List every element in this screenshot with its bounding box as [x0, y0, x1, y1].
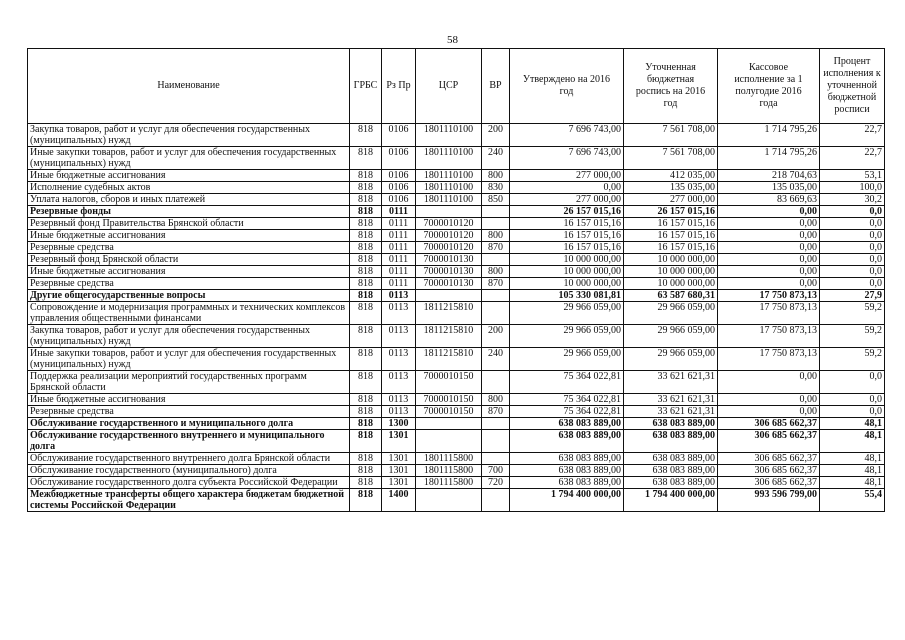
- cell-refined: 638 083 889,00: [624, 453, 718, 465]
- cell-cash: 993 596 799,00: [718, 489, 820, 512]
- cell-csr: 7000010150: [416, 406, 482, 418]
- cell-percent: 48,1: [820, 465, 885, 477]
- cell-csr: 1801110100: [416, 182, 482, 194]
- cell-csr: 1801110100: [416, 147, 482, 170]
- table-row: [28, 218, 885, 230]
- cell-cash: 17 750 873,13: [718, 290, 820, 302]
- cell-percent: 0,0: [820, 394, 885, 406]
- cell-rzpr: 0113: [382, 371, 416, 394]
- table-row: [28, 489, 885, 512]
- cell-rzpr: 0111: [382, 242, 416, 254]
- cell-percent: 30,2: [820, 194, 885, 206]
- cell-name: Резервный фонд Брянской области: [28, 254, 350, 266]
- header-approved: Утверждено на 2016 год: [510, 49, 624, 124]
- cell-refined: 33 621 621,31: [624, 394, 718, 406]
- header-name: Наименование: [28, 49, 350, 124]
- cell-name: Исполнение судебных актов: [28, 182, 350, 194]
- cell-grbs: 818: [350, 489, 382, 512]
- cell-grbs: 818: [350, 371, 382, 394]
- cell-grbs: 818: [350, 418, 382, 430]
- cell-csr: 7000010130: [416, 266, 482, 278]
- cell-approved: 277 000,00: [510, 170, 624, 182]
- cell-rzpr: 1301: [382, 453, 416, 465]
- table-row: [28, 453, 885, 465]
- cell-name: Поддержка реализации мероприятий государственных программ Брянской области: [28, 371, 350, 394]
- cell-vr: 800: [482, 230, 510, 242]
- cell-vr: [482, 430, 510, 453]
- cell-vr: 830: [482, 182, 510, 194]
- cell-rzpr: 1301: [382, 477, 416, 489]
- cell-approved: 638 083 889,00: [510, 430, 624, 453]
- cell-approved: 16 157 015,16: [510, 218, 624, 230]
- cell-name: Закупка товаров, работ и услуг для обеспечения государственных (муниципальных) нужд: [28, 325, 350, 348]
- cell-refined: 10 000 000,00: [624, 254, 718, 266]
- cell-refined: 412 035,00: [624, 170, 718, 182]
- cell-vr: [482, 218, 510, 230]
- header-percent: Процент исполнения к уточненной бюджетной росписи: [820, 49, 885, 124]
- cell-name: Обслуживание государственного внутреннего долга Брянской области: [28, 453, 350, 465]
- cell-vr: [482, 302, 510, 325]
- cell-cash: 0,00: [718, 266, 820, 278]
- cell-csr: 7000010120: [416, 218, 482, 230]
- cell-refined: 638 083 889,00: [624, 477, 718, 489]
- cell-grbs: 818: [350, 182, 382, 194]
- cell-approved: 75 364 022,81: [510, 394, 624, 406]
- budget-table: [27, 48, 885, 512]
- header-csr: ЦСР: [416, 49, 482, 124]
- cell-refined: 16 157 015,16: [624, 218, 718, 230]
- header-grbs: ГРБС: [350, 49, 382, 124]
- cell-rzpr: 1400: [382, 489, 416, 512]
- cell-grbs: 818: [350, 254, 382, 266]
- cell-grbs: 818: [350, 278, 382, 290]
- table-row: [28, 406, 885, 418]
- cell-csr: [416, 206, 482, 218]
- table-row: [28, 266, 885, 278]
- cell-percent: 0,0: [820, 278, 885, 290]
- cell-name: Обслуживание государственного внутреннего и муниципального долга: [28, 430, 350, 453]
- cell-grbs: 818: [350, 266, 382, 278]
- cell-cash: 0,00: [718, 218, 820, 230]
- cell-percent: 22,7: [820, 147, 885, 170]
- cell-refined: 33 621 621,31: [624, 406, 718, 418]
- cell-refined: 638 083 889,00: [624, 418, 718, 430]
- cell-grbs: 818: [350, 147, 382, 170]
- cell-cash: 0,00: [718, 406, 820, 418]
- cell-grbs: 818: [350, 170, 382, 182]
- cell-approved: 75 364 022,81: [510, 371, 624, 394]
- cell-vr: 800: [482, 394, 510, 406]
- cell-refined: 277 000,00: [624, 194, 718, 206]
- cell-vr: 850: [482, 194, 510, 206]
- cell-refined: 16 157 015,16: [624, 230, 718, 242]
- cell-csr: 1801110100: [416, 194, 482, 206]
- cell-vr: 870: [482, 242, 510, 254]
- cell-csr: 1801115800: [416, 465, 482, 477]
- table-row: [28, 302, 885, 325]
- cell-percent: 48,1: [820, 453, 885, 465]
- cell-refined: 26 157 015,16: [624, 206, 718, 218]
- cell-csr: 1811215810: [416, 348, 482, 371]
- table-row: [28, 465, 885, 477]
- cell-percent: 59,2: [820, 302, 885, 325]
- header-cash: Кассовое исполнение за 1 полугодие 2016 года: [718, 49, 820, 124]
- cell-percent: 59,2: [820, 325, 885, 348]
- cell-rzpr: 0113: [382, 348, 416, 371]
- cell-name: Межбюджетные трансферты общего характера бюджетам бюджетной системы Российской Федерации: [28, 489, 350, 512]
- cell-percent: 59,2: [820, 348, 885, 371]
- cell-cash: 306 685 662,37: [718, 430, 820, 453]
- cell-approved: 105 330 081,81: [510, 290, 624, 302]
- cell-vr: 800: [482, 170, 510, 182]
- cell-csr: 7000010150: [416, 394, 482, 406]
- cell-refined: 63 587 680,31: [624, 290, 718, 302]
- cell-cash: 306 685 662,37: [718, 477, 820, 489]
- cell-refined: 1 794 400 000,00: [624, 489, 718, 512]
- cell-name: Обслуживание государственного и муниципального долга: [28, 418, 350, 430]
- table-row: [28, 325, 885, 348]
- cell-percent: 0,0: [820, 406, 885, 418]
- cell-name: Резервные фонды: [28, 206, 350, 218]
- cell-refined: 638 083 889,00: [624, 430, 718, 453]
- cell-rzpr: 0113: [382, 325, 416, 348]
- cell-percent: 100,0: [820, 182, 885, 194]
- table-row: [28, 182, 885, 194]
- cell-refined: 7 561 708,00: [624, 124, 718, 147]
- cell-csr: 7000010120: [416, 230, 482, 242]
- cell-name: Резервный фонд Правительства Брянской области: [28, 218, 350, 230]
- table-row: [28, 290, 885, 302]
- cell-name: Резервные средства: [28, 406, 350, 418]
- cell-name: Резервные средства: [28, 242, 350, 254]
- cell-cash: 0,00: [718, 254, 820, 266]
- cell-vr: [482, 371, 510, 394]
- cell-cash: 0,00: [718, 278, 820, 290]
- cell-rzpr: 1301: [382, 430, 416, 453]
- cell-approved: 638 083 889,00: [510, 477, 624, 489]
- cell-name: Сопровождение и модернизация программных и технических комплексов управления общественными финансами: [28, 302, 350, 325]
- cell-grbs: 818: [350, 465, 382, 477]
- cell-csr: 1811215810: [416, 325, 482, 348]
- cell-approved: 16 157 015,16: [510, 230, 624, 242]
- cell-name: Иные бюджетные ассигнования: [28, 170, 350, 182]
- cell-rzpr: 0106: [382, 182, 416, 194]
- cell-approved: 26 157 015,16: [510, 206, 624, 218]
- table-row: [28, 371, 885, 394]
- cell-percent: 0,0: [820, 206, 885, 218]
- cell-percent: 48,1: [820, 430, 885, 453]
- cell-percent: 55,4: [820, 489, 885, 512]
- cell-cash: 218 704,63: [718, 170, 820, 182]
- cell-csr: [416, 430, 482, 453]
- cell-rzpr: 0111: [382, 278, 416, 290]
- cell-rzpr: 0113: [382, 302, 416, 325]
- cell-rzpr: 0106: [382, 170, 416, 182]
- table-row: [28, 206, 885, 218]
- table-row: [28, 394, 885, 406]
- cell-vr: 240: [482, 348, 510, 371]
- cell-grbs: 818: [350, 230, 382, 242]
- cell-approved: 277 000,00: [510, 194, 624, 206]
- cell-approved: 10 000 000,00: [510, 278, 624, 290]
- header-vr: ВР: [482, 49, 510, 124]
- cell-cash: 1 714 795,26: [718, 147, 820, 170]
- cell-cash: 17 750 873,13: [718, 302, 820, 325]
- cell-approved: 29 966 059,00: [510, 302, 624, 325]
- cell-grbs: 818: [350, 477, 382, 489]
- cell-cash: 83 669,63: [718, 194, 820, 206]
- cell-cash: 0,00: [718, 206, 820, 218]
- cell-grbs: 818: [350, 325, 382, 348]
- cell-grbs: 818: [350, 124, 382, 147]
- cell-refined: 7 561 708,00: [624, 147, 718, 170]
- cell-csr: [416, 290, 482, 302]
- cell-cash: 1 714 795,26: [718, 124, 820, 147]
- cell-name: Другие общегосударственные вопросы: [28, 290, 350, 302]
- cell-rzpr: 1301: [382, 465, 416, 477]
- table-row: [28, 418, 885, 430]
- cell-approved: 75 364 022,81: [510, 406, 624, 418]
- cell-name: Уплата налогов, сборов и иных платежей: [28, 194, 350, 206]
- cell-rzpr: 0111: [382, 254, 416, 266]
- cell-csr: [416, 418, 482, 430]
- cell-grbs: 818: [350, 453, 382, 465]
- cell-rzpr: 0106: [382, 194, 416, 206]
- cell-percent: 0,0: [820, 371, 885, 394]
- cell-percent: 0,0: [820, 254, 885, 266]
- cell-approved: 638 083 889,00: [510, 418, 624, 430]
- cell-csr: 1811215810: [416, 302, 482, 325]
- cell-percent: 0,0: [820, 266, 885, 278]
- cell-cash: 0,00: [718, 371, 820, 394]
- cell-percent: 22,7: [820, 124, 885, 147]
- cell-name: Иные закупки товаров, работ и услуг для обеспечения государственных (муниципальных) нужд: [28, 147, 350, 170]
- cell-refined: 135 035,00: [624, 182, 718, 194]
- cell-grbs: 818: [350, 406, 382, 418]
- cell-name: Обслуживание государственного (муниципального) долга: [28, 465, 350, 477]
- cell-rzpr: 1300: [382, 418, 416, 430]
- table-row: [28, 242, 885, 254]
- cell-grbs: 818: [350, 194, 382, 206]
- cell-rzpr: 0106: [382, 147, 416, 170]
- cell-cash: 135 035,00: [718, 182, 820, 194]
- cell-approved: 29 966 059,00: [510, 325, 624, 348]
- cell-cash: 17 750 873,13: [718, 325, 820, 348]
- cell-vr: [482, 254, 510, 266]
- cell-cash: 306 685 662,37: [718, 465, 820, 477]
- cell-vr: 870: [482, 278, 510, 290]
- table-row: [28, 254, 885, 266]
- header-rzpr: Рз Пр: [382, 49, 416, 124]
- cell-approved: 7 696 743,00: [510, 124, 624, 147]
- table-row: [28, 194, 885, 206]
- cell-vr: [482, 489, 510, 512]
- cell-percent: 0,0: [820, 218, 885, 230]
- cell-vr: [482, 418, 510, 430]
- cell-csr: 1801110100: [416, 170, 482, 182]
- cell-approved: 29 966 059,00: [510, 348, 624, 371]
- cell-rzpr: 0111: [382, 218, 416, 230]
- cell-vr: [482, 290, 510, 302]
- cell-cash: 306 685 662,37: [718, 453, 820, 465]
- cell-name: Резервные средства: [28, 278, 350, 290]
- cell-rzpr: 0106: [382, 124, 416, 147]
- cell-vr: 200: [482, 325, 510, 348]
- cell-csr: 7000010130: [416, 254, 482, 266]
- cell-refined: 29 966 059,00: [624, 348, 718, 371]
- cell-rzpr: 0113: [382, 394, 416, 406]
- cell-vr: 240: [482, 147, 510, 170]
- cell-vr: 200: [482, 124, 510, 147]
- cell-refined: 33 621 621,31: [624, 371, 718, 394]
- cell-refined: 29 966 059,00: [624, 325, 718, 348]
- table-row: [28, 170, 885, 182]
- cell-vr: [482, 206, 510, 218]
- table-row: [28, 230, 885, 242]
- cell-cash: 0,00: [718, 230, 820, 242]
- cell-grbs: 818: [350, 242, 382, 254]
- cell-rzpr: 0111: [382, 230, 416, 242]
- cell-grbs: 818: [350, 430, 382, 453]
- table-row: [28, 124, 885, 147]
- cell-percent: 48,1: [820, 418, 885, 430]
- cell-vr: 700: [482, 465, 510, 477]
- cell-csr: 1801115800: [416, 453, 482, 465]
- cell-approved: 0,00: [510, 182, 624, 194]
- cell-rzpr: 0113: [382, 406, 416, 418]
- cell-approved: 1 794 400 000,00: [510, 489, 624, 512]
- cell-cash: 17 750 873,13: [718, 348, 820, 371]
- cell-percent: 0,0: [820, 230, 885, 242]
- cell-name: Обслуживание государственного долга субъекта Российской Федерации: [28, 477, 350, 489]
- cell-vr: 800: [482, 266, 510, 278]
- cell-cash: 0,00: [718, 242, 820, 254]
- cell-grbs: 818: [350, 218, 382, 230]
- cell-rzpr: 0111: [382, 266, 416, 278]
- cell-refined: 16 157 015,16: [624, 242, 718, 254]
- cell-name: Иные бюджетные ассигнования: [28, 230, 350, 242]
- cell-grbs: 818: [350, 206, 382, 218]
- cell-vr: [482, 453, 510, 465]
- table-row: [28, 348, 885, 371]
- table-row: [28, 430, 885, 453]
- cell-refined: 29 966 059,00: [624, 302, 718, 325]
- cell-approved: 10 000 000,00: [510, 266, 624, 278]
- cell-name: Иные закупки товаров, работ и услуг для обеспечения государственных (муниципальных) нужд: [28, 348, 350, 371]
- table-row: [28, 147, 885, 170]
- cell-percent: 27,9: [820, 290, 885, 302]
- cell-grbs: 818: [350, 394, 382, 406]
- cell-name: Закупка товаров, работ и услуг для обеспечения государственных (муниципальных) нужд: [28, 124, 350, 147]
- cell-percent: 53,1: [820, 170, 885, 182]
- cell-name: Иные бюджетные ассигнования: [28, 394, 350, 406]
- page-number: 58: [447, 34, 458, 46]
- cell-approved: 16 157 015,16: [510, 242, 624, 254]
- cell-csr: 1801110100: [416, 124, 482, 147]
- cell-refined: 638 083 889,00: [624, 465, 718, 477]
- cell-refined: 10 000 000,00: [624, 266, 718, 278]
- cell-grbs: 818: [350, 348, 382, 371]
- cell-grbs: 818: [350, 302, 382, 325]
- cell-cash: 306 685 662,37: [718, 418, 820, 430]
- cell-name: Иные бюджетные ассигнования: [28, 266, 350, 278]
- cell-cash: 0,00: [718, 394, 820, 406]
- cell-approved: 638 083 889,00: [510, 453, 624, 465]
- table-row: [28, 477, 885, 489]
- cell-vr: 870: [482, 406, 510, 418]
- cell-vr: 720: [482, 477, 510, 489]
- cell-csr: [416, 489, 482, 512]
- cell-approved: 7 696 743,00: [510, 147, 624, 170]
- cell-approved: 638 083 889,00: [510, 465, 624, 477]
- cell-percent: 0,0: [820, 242, 885, 254]
- cell-csr: 7000010150: [416, 371, 482, 394]
- cell-rzpr: 0113: [382, 290, 416, 302]
- cell-csr: 7000010120: [416, 242, 482, 254]
- cell-csr: 1801115800: [416, 477, 482, 489]
- header-refined: Уточненная бюджетная роспись на 2016 год: [624, 49, 718, 124]
- cell-csr: 7000010130: [416, 278, 482, 290]
- cell-rzpr: 0111: [382, 206, 416, 218]
- cell-approved: 10 000 000,00: [510, 254, 624, 266]
- cell-percent: 48,1: [820, 477, 885, 489]
- table-row: [28, 278, 885, 290]
- cell-refined: 10 000 000,00: [624, 278, 718, 290]
- table-header-row: [28, 49, 885, 124]
- cell-grbs: 818: [350, 290, 382, 302]
